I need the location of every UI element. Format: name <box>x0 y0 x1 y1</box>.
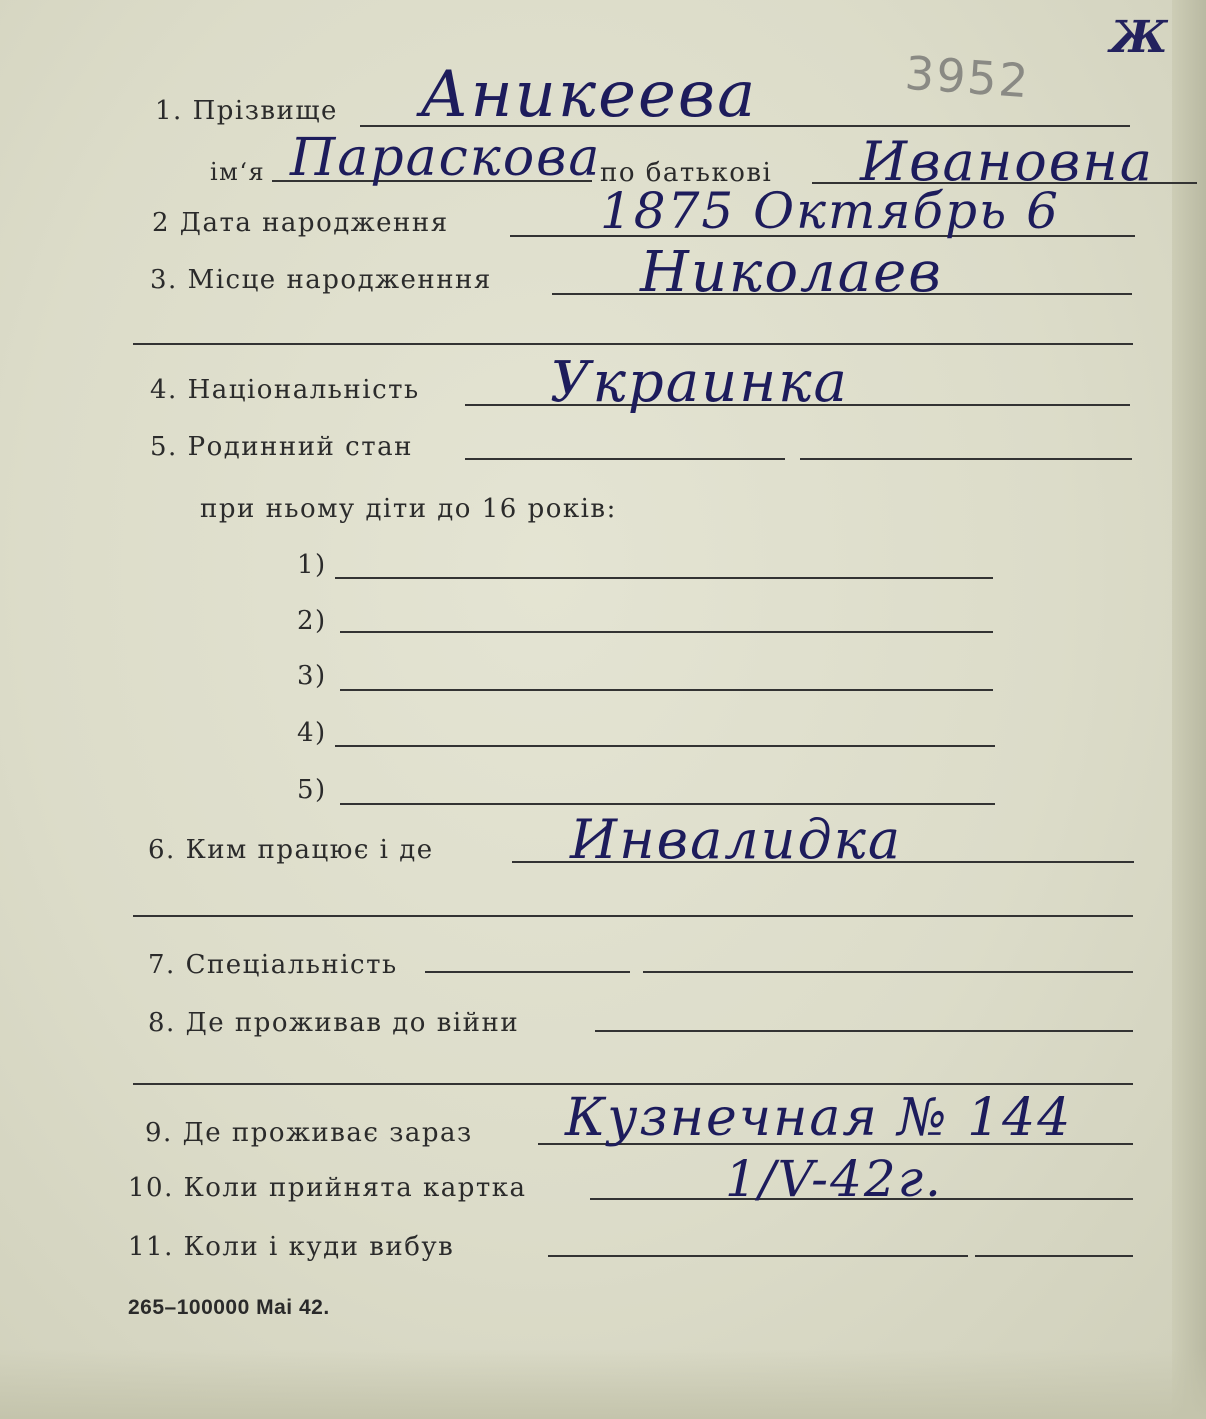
surname-value: Аникеева <box>420 58 758 132</box>
marital-label: 5. Родинний стан <box>150 432 413 462</box>
child-number-1: 1) <box>297 550 327 580</box>
child-line-5 <box>340 803 995 805</box>
marital-line-1 <box>465 458 785 460</box>
card-date-value: 1/V-42г. <box>725 1150 943 1208</box>
nationality-label: 4. Національність <box>150 375 420 405</box>
card-edge <box>1172 0 1206 1419</box>
name-value: Параскова <box>290 128 602 188</box>
name-label: ім‘я <box>210 158 266 186</box>
corner-mark: Ж <box>1110 12 1168 63</box>
patronymic-label: по батькові <box>600 158 773 188</box>
birth-date-value: 1875 Октябрь 6 <box>600 182 1060 240</box>
child-line-2 <box>340 631 993 633</box>
birth-place-value: Николаев <box>640 240 943 305</box>
prewar-line <box>595 1030 1133 1032</box>
child-number-3: 3) <box>297 661 327 691</box>
specialty-line-1 <box>425 971 630 973</box>
archive-number: 3952 <box>903 45 1032 109</box>
child-line-1 <box>335 577 993 579</box>
current-value: Кузнечная № 144 <box>565 1088 1073 1148</box>
children-label: при ньому діти до 16 років: <box>200 494 617 524</box>
prewar-label: 8. Де проживав до війни <box>148 1008 520 1038</box>
left-line-2 <box>975 1255 1133 1257</box>
child-number-5: 5) <box>297 775 327 805</box>
prewar-line-2 <box>133 1083 1133 1085</box>
print-run-note: 265–100000 Mai 42. <box>128 1296 330 1319</box>
card-shadow <box>0 1349 1206 1419</box>
patronymic-value: Ивановна <box>860 130 1154 193</box>
work-line-2 <box>133 915 1133 917</box>
specialty-label: 7. Спеціальність <box>148 950 398 980</box>
surname-label: 1. Прізвище <box>155 96 338 126</box>
work-label: 6. Ким працює і де <box>148 835 434 865</box>
card-date-label: 10. Коли прийнята картка <box>128 1173 527 1203</box>
birth-place-line-2 <box>133 343 1133 345</box>
birth-place-label: 3. Місце народженння <box>150 265 492 295</box>
marital-line-2 <box>800 458 1132 460</box>
child-line-4 <box>335 745 995 747</box>
specialty-line-2 <box>643 971 1133 973</box>
work-value: Инвалидка <box>570 808 903 871</box>
child-number-2: 2) <box>297 606 327 636</box>
left-label: 11. Коли і куди вибув <box>128 1232 455 1262</box>
birth-date-label: 2 Дата народження <box>152 208 449 238</box>
current-label: 9. Де проживає зараз <box>145 1118 473 1148</box>
nationality-value: Украинка <box>550 350 849 415</box>
child-number-4: 4) <box>297 718 327 748</box>
child-line-3 <box>340 689 993 691</box>
left-line-1 <box>548 1255 968 1257</box>
